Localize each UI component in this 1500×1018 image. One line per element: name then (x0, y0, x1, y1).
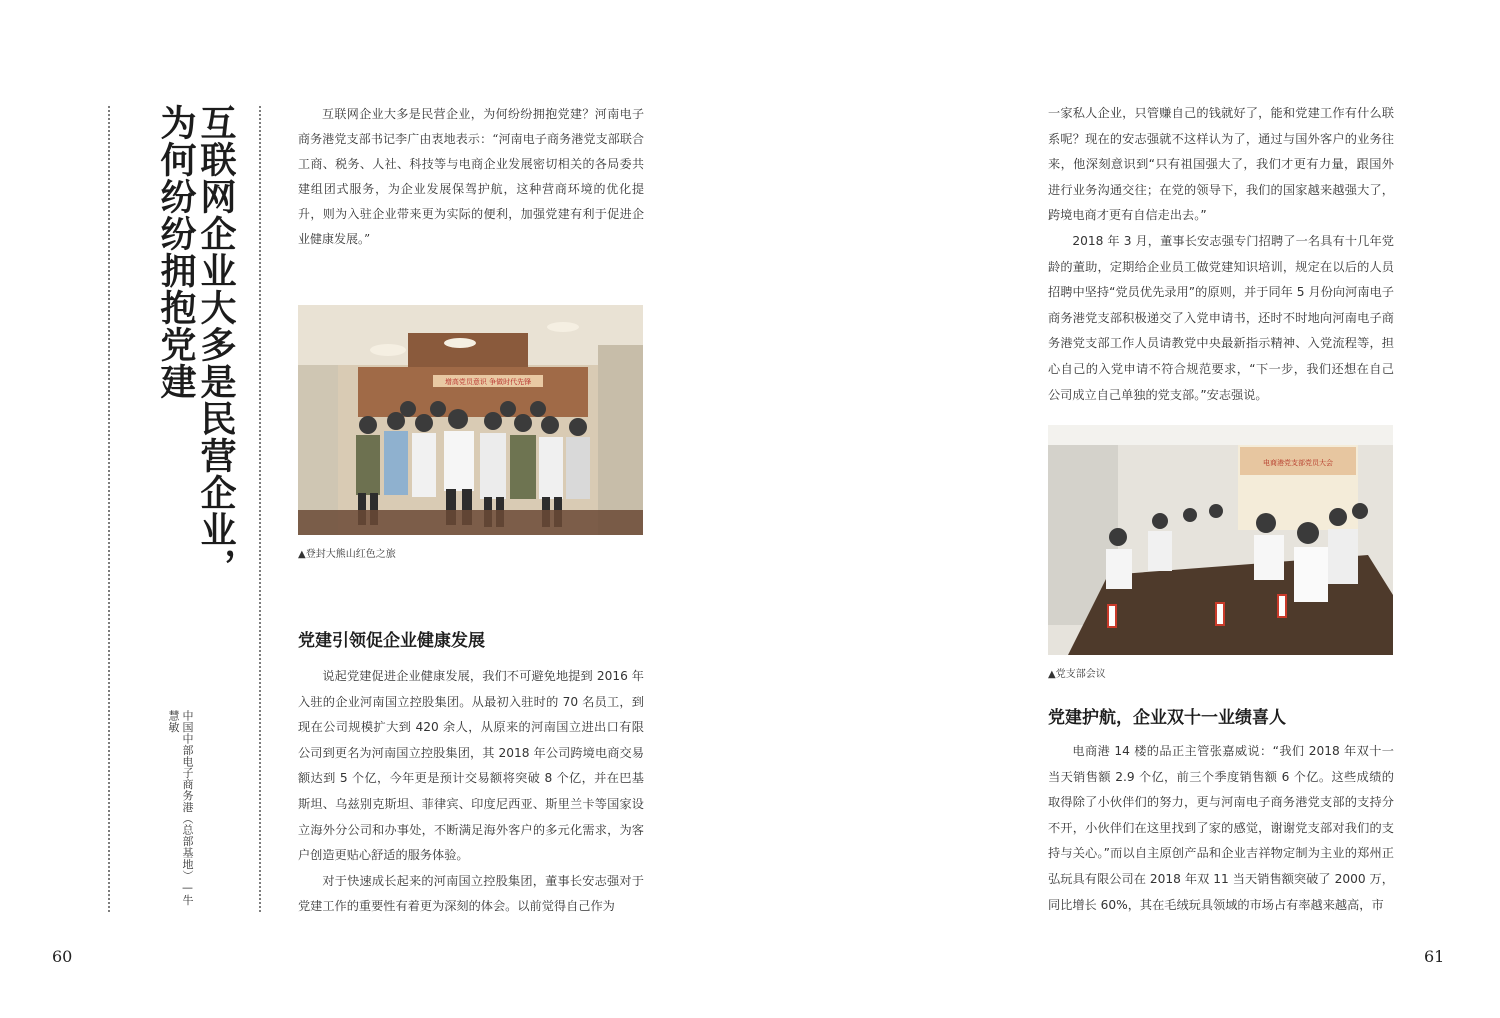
photo-caption: ▲登封大熊山红色之旅 (298, 549, 396, 560)
page-number: 61 (1424, 947, 1445, 966)
dotted-divider-outer (108, 106, 110, 912)
photo-caption: ▲党支部会议 (1048, 669, 1106, 680)
article-title (146, 104, 236, 604)
dotted-divider-inner (259, 106, 261, 912)
page-number: 60 (52, 947, 73, 966)
branch-meeting-photo (1048, 425, 1393, 655)
photo-banner-text: 增高党员意识 争做时代先锋 (444, 378, 532, 386)
title-line-2: 为何纷纷拥抱党建 (155, 104, 197, 400)
paragraph: 一家私人企业，只管赚自己的钱就好了，能和党建工作有什么联系呢？现在的安志强就不这样认为了，通过与国外客户的业务往来，他深刻意识到“只有祖国强大了，我们才更有力量，跟国外进行业务沟通交往；在党的领导下，我们的国家越来越强大了，跨境电商才更有自信走出去。” (1048, 106, 1394, 223)
title-line-1: 互联网企业大多是民营企业， (195, 104, 237, 585)
section-heading: 党建护航，企业双十一业绩喜人 (1048, 708, 1286, 728)
paragraph: 2018 年 3 月，董事长安志强专门招聘了一名具有十几年党龄的董助，定期给企业员工做党建知识培训，规定在以后的人员招聘中坚持“党员优先录用”的原则，并于同年 5 月份向河南电子商务港党支部积极递交了入党申请书，还时不时地向河南电子商务港党支部工作人员请教党中央最新指示精神、入党流程等，担心自己的入党申请不符合规范要求，“下一步，我们还想在自己公司成立自己单独的党支部。”安志强说。 (1048, 233, 1394, 402)
intro-paragraph: 互联网企业大多是民营企业，为何纷纷拥抱党建？河南电子商务港党支部书记李广由衷地表示：“河南电子商务港党支部联合工商、税务、人社、科技等与电商企业发展密切相关的各局委共建组团式服务，为企业发展保驾护航，这种营商环境的优化提升，则为入驻企业带来更为实际的便利，加强党建有利于促进企业健康发展。” (298, 107, 644, 246)
source-credit: 中国中部电子商务港（总部基地）—牛慧敏 (167, 710, 194, 906)
right-page (750, 0, 1500, 1018)
paragraph: 电商港 14 楼的品正主管张嘉威说：“我们 2018 年双十一当天销售额 2.9 个亿，前三个季度销售额 6 个亿。这些成绩的取得除了小伙伴们的努力，更与河南电子商务港党支部的支持分不开，小伙伴们在这里找到了家的感觉，谢谢党支部对我们的支持与关心。”而以自主原创产品和企业吉祥物定制为主业的郑州正弘玩具有限公司在 2018 年双 11 当天销售额突破了 2000 万，同比增长 60%，其在毛绒玩具领域的市场占有率越来越高，市 (1048, 744, 1394, 912)
photo-screen-text: 电商港党支部党员大会 (1263, 459, 1333, 467)
paragraph: 说起党建促进企业健康发展，我们不可避免地提到 2016 年入驻的企业河南国立控股集团。从最初入驻时的 70 名员工，到现在公司规模扩大到 420 余人，从原来的河南国立进出口有限公司到更名为河南国立控股集团，其 2018 年公司跨境电商交易额达到 5 个亿，今年更是预计交易额将突破 8 个亿，并在巴基斯坦、乌兹别克斯坦、菲律宾、印度尼西亚、斯里兰卡等国家设立海外分公司和办事处，不断满足海外客户的多元化需求，为客户创造更贴心舒适的服务体验。 (298, 669, 644, 863)
body-text (298, 664, 644, 920)
body-text-top (1048, 101, 1394, 408)
body-text-bottom (1048, 739, 1394, 919)
party-oath-photo (298, 305, 643, 535)
section-heading: 党建引领促企业健康发展 (298, 631, 485, 651)
paragraph: 对于快速成长起来的河南国立控股集团，董事长安志强对于党建工作的重要性有着更为深刻的体会。以前觉得自己作为 (298, 873, 644, 914)
